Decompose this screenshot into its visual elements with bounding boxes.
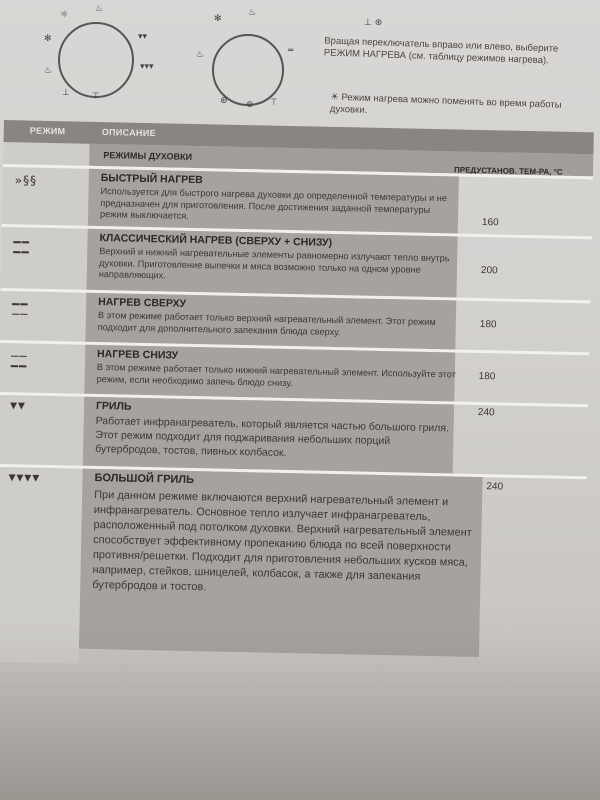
bottom-heat-icon: ♨ [44,66,53,76]
row-temp: 160 [481,217,499,229]
header-description: ОПИСАНИЕ [101,127,156,139]
preset-temp-label: ПРЕДУСТАНОВ. ТЕМ-РА, °С [453,165,563,177]
row-title: БОЛЬШОЙ ГРИЛЬ [94,471,195,487]
big-grill-icon: ▼▼▼▼ [8,473,41,484]
page-shadow [0,620,600,800]
defrost-icon: ✻ [214,14,222,24]
row-title: ГРИЛЬ [95,399,132,413]
top-bottom-heat-icon: ━━ ━━ [13,235,31,260]
row-title: НАГРЕВ СНИЗУ [96,348,179,362]
mode-dial-left [58,22,134,98]
top-heat-icon: ▾▾▾ [140,62,154,72]
note-instruction [330,92,581,125]
section-title: РЕЖИМЫ ДУХОВКИ [103,150,193,162]
row-temp: 200 [480,265,498,277]
row-description [83,397,454,477]
row-temp: 180 [479,319,497,331]
heating-modes-table [0,120,600,672]
row-title: НАГРЕВ СВЕРХУ [98,296,187,310]
grill-icon: ▾▾ [138,32,148,42]
grill-fan-icon: ⊤ [270,98,278,108]
bottom-heat-icon: ── ━━ [10,349,28,374]
row-body: Используется для быстрого нагрева духовки до определенной температуры и не предназначен для приготовления. После достижения заданной температуры режим выключается. [99,186,447,221]
lightbulb-icon: ☀ [330,91,340,103]
fan-heat-icon: ⊛ [246,100,254,110]
row-description [86,229,457,301]
grill-icon: ▼▼ [9,401,26,412]
row-body: Верхний и нижний нагревательные элементы равномерно излучают тепло внутрь духовки. Приготовление выпечки и мяса возможно только на одном уровне направляющих. [98,246,450,281]
row-title: БЫСТРЫЙ НАГРЕВ [100,172,203,187]
note-text: Режим нагрева можно поменять во время работы духовки. [329,92,562,116]
fast-heat-icon: ♨ [196,50,205,60]
top-bottom-heat-icon: ═ [288,46,294,56]
defrost-icon: ✻ [44,34,52,44]
eco-icon: ⊥ ⊛ [364,18,383,28]
top-heat-icon: ━━ ── [11,297,29,322]
fan-bottom-icon: ⊥ [62,88,70,98]
fan-icon: ☼ [60,10,69,20]
light-icon: ♨ [95,4,104,14]
row-body: Работает инфранагреватель, который является частью большого гриля. Этот режим подходит для поджаривания небольших порций бутербродов, тостов, пивных колбасок. [95,414,450,459]
row-temp: 240 [477,406,495,419]
row-temp: 180 [478,370,496,383]
light-icon: ♨ [248,8,257,18]
header-mode: РЕЖИМ [29,125,66,137]
row-body: В этом режиме работает только нижний нагревательный элемент. Используйте этот режим, если необходимо запечь блюдо снизу. [96,361,456,388]
fan-icon: ⊛ [220,96,228,106]
step-instruction: Вращая переключатель вправо или влево, выберите РЕЖИМ НАГРЕВА (см. таблицу режимов нагрева). [323,35,559,67]
row-body: При данном режиме включаются верхний нагревательный элемент и инфранагреватель. Основное тепло излучает инфранагреватель, расположенный под потолком духовки. Верхний нагревательный элемент способствует эффективному пропеканию блюда по всей поверхности противня/решетки. Подходит для приготовления небольших кусков мяса, например, стейков, шницелей, колбасок, а также для запекания бутербродов и тостов. [92,488,472,594]
fast-heat-icon: »§§ [14,173,38,188]
fan-top-icon: ⊤ [92,92,100,102]
row-body: В этом режиме работает только верхний нагревательный элемент. Этот режим подходит для дополнительного запекания блюда сверху. [97,310,436,337]
row-temp: 240 [486,481,504,493]
row-title: КЛАССИЧЕСКИЙ НАГРЕВ (СВЕРХУ + СНИЗУ) [99,232,333,249]
